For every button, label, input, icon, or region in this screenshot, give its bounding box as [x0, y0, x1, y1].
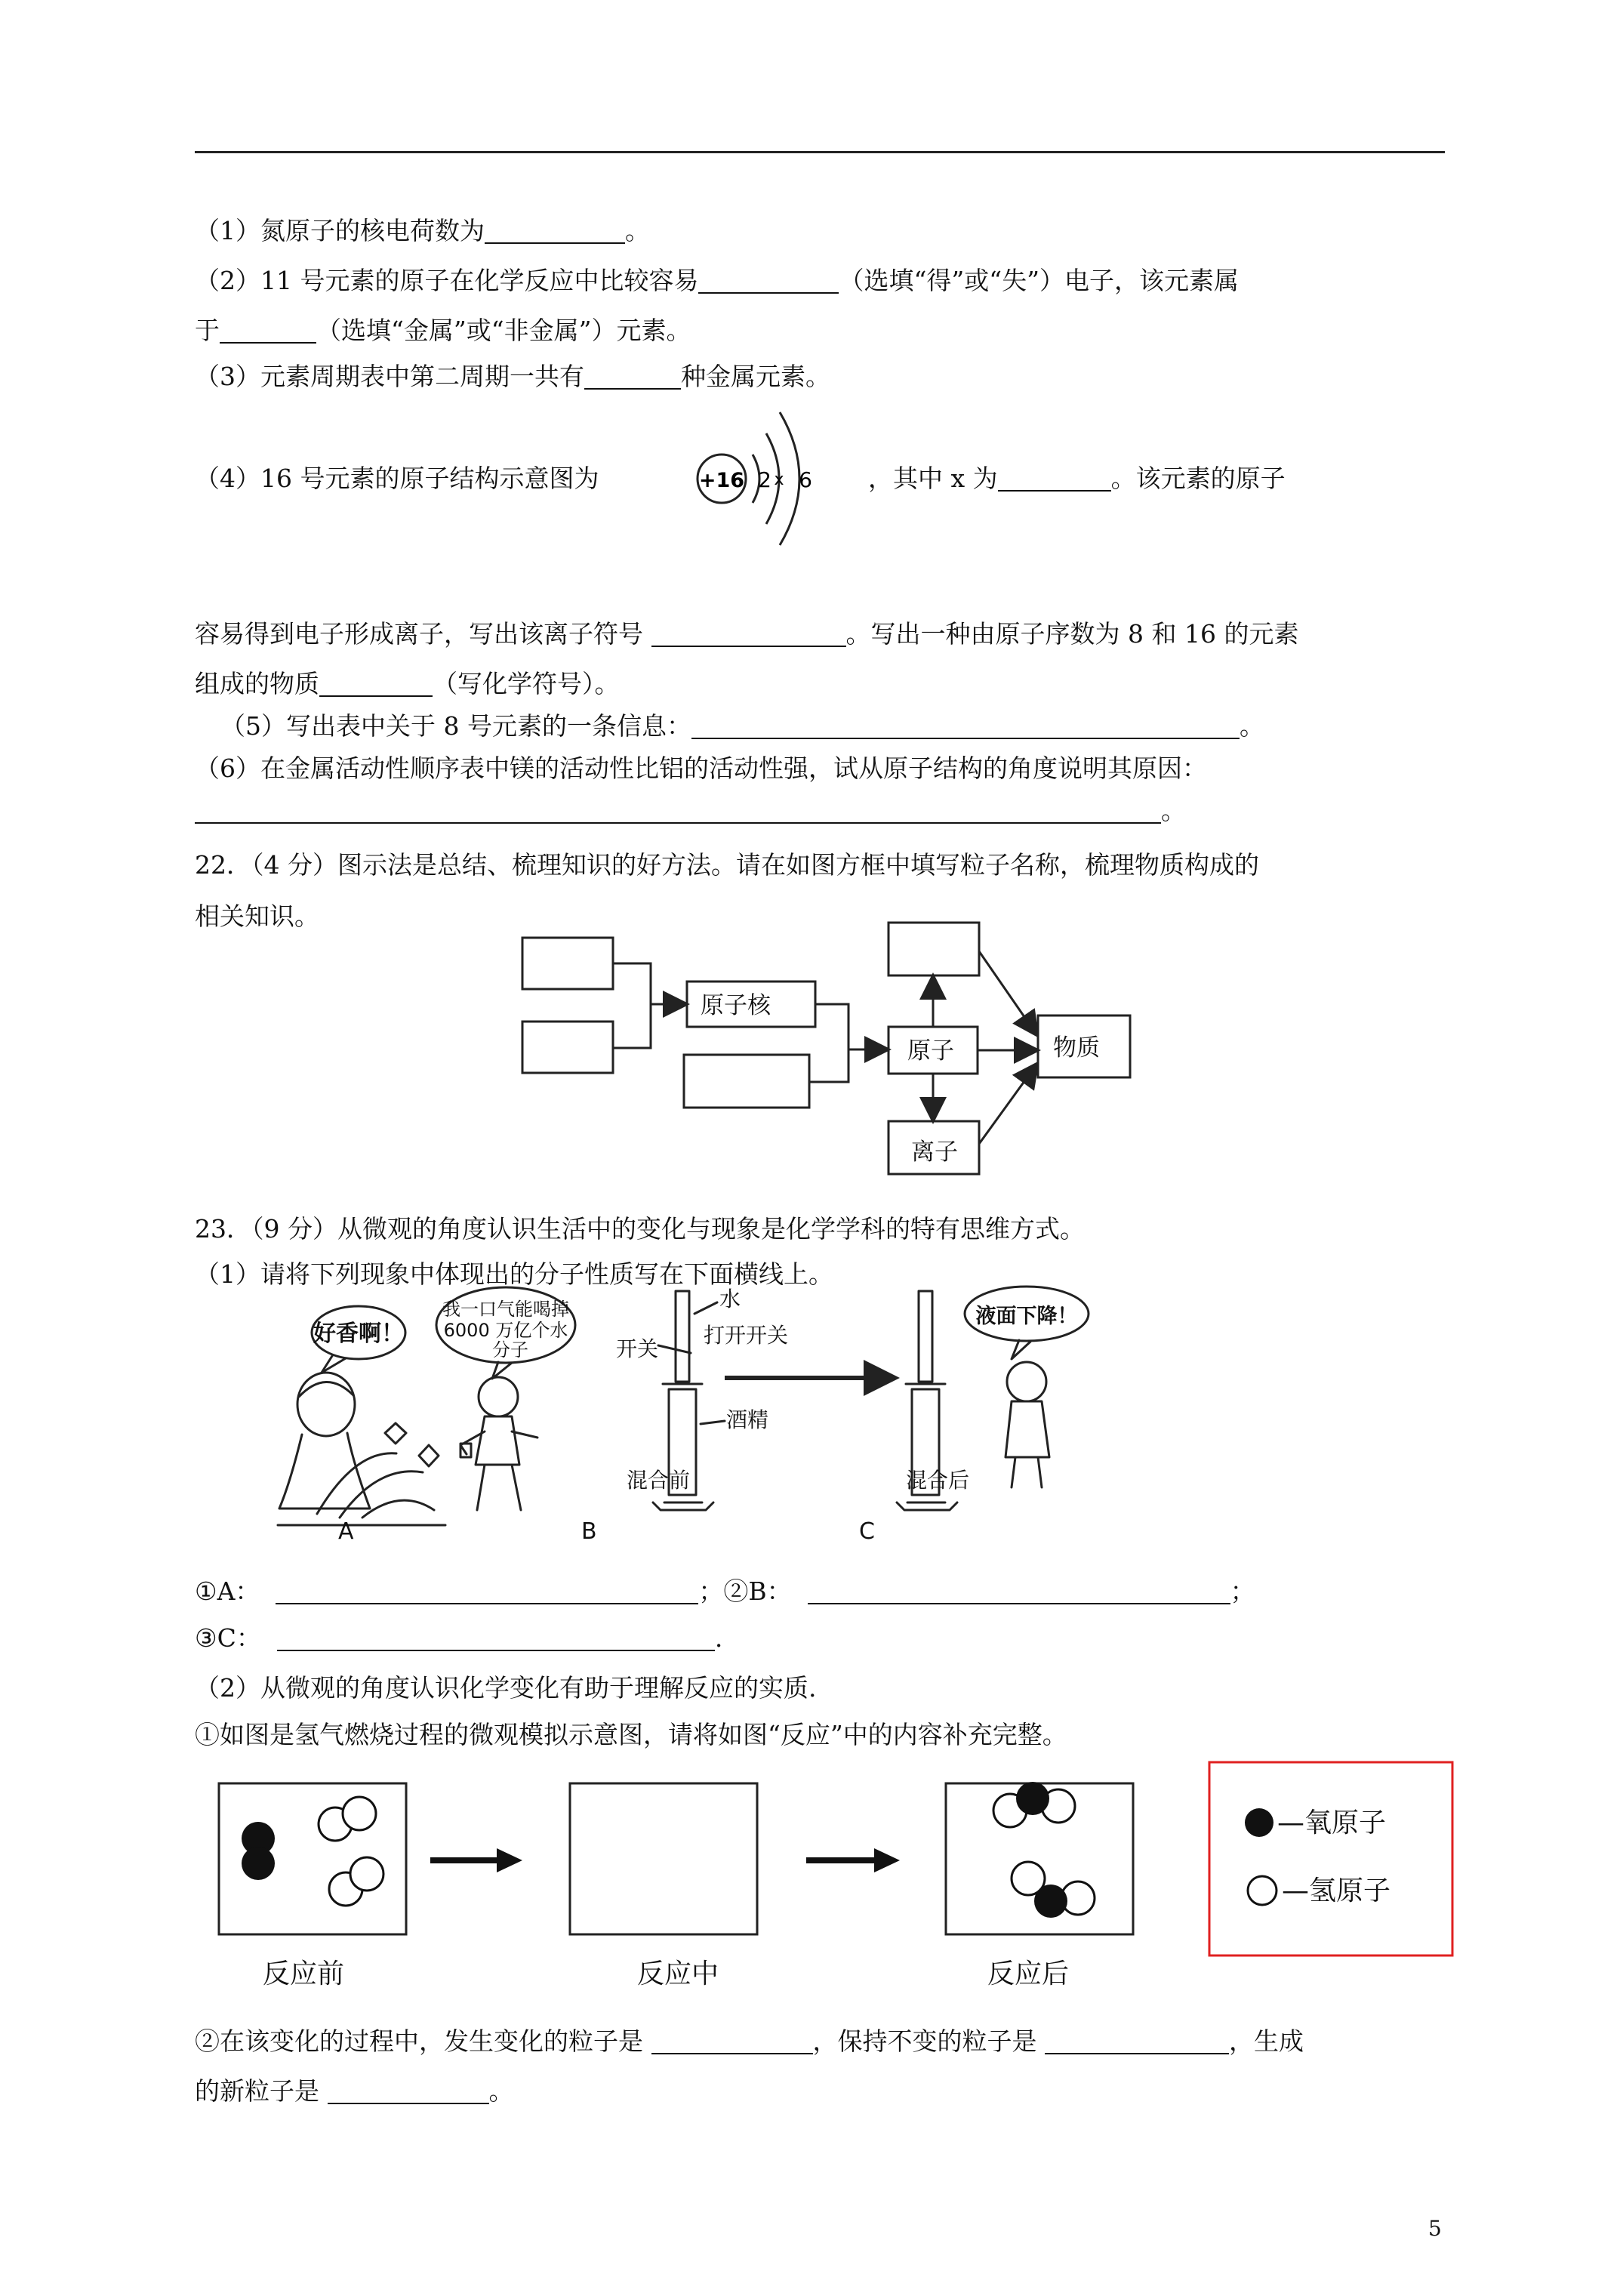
- answer-blank[interactable]: [276, 1580, 698, 1604]
- bubble-text: 好香啊！: [313, 1321, 404, 1347]
- q21-part2-line1: （2）11 号元素的原子在化学反应中比较容易 （选填“得”或“失”）电子，该元素属: [195, 266, 1239, 295]
- answer-blank[interactable]: [698, 270, 839, 294]
- during-reaction-box[interactable]: [570, 1783, 757, 1934]
- q21-part5: （5）写出表中关于 8 号元素的一条信息： 。: [220, 711, 1264, 741]
- bubble-text: 6000 万亿个水: [443, 1320, 568, 1341]
- q21-part4-line2: 容易得到电子形成离子，写出该离子符号 。写出一种由原子序数为 8 和 16 的元素: [195, 619, 1299, 649]
- q21-part4-x: ，其中 x 为 。该元素的原子: [868, 464, 1286, 493]
- q23-part1: （1）请将下列现象中体现出的分子性质写在下面横线上。: [195, 1259, 833, 1289]
- answer-blank[interactable]: [195, 800, 1161, 824]
- panel-label-c: C: [859, 1518, 875, 1545]
- bubble-text: 分子: [492, 1339, 528, 1361]
- q21-part1: （1）氮原子的核电荷数为 。: [195, 216, 650, 245]
- q21-part6: （6）在金属活动性顺序表中镁的活动性比铝的活动性强，试从原子结构的角度说明其原因：: [195, 754, 1207, 783]
- page-number: 5: [1428, 2216, 1442, 2241]
- after-mix-label: 混合后: [906, 1468, 970, 1493]
- empty-box-electron[interactable]: [684, 1055, 809, 1108]
- connector-line: [613, 963, 651, 1048]
- particle-concept-diagram: [513, 914, 1155, 1185]
- hydrogen-atom-icon: [1248, 1876, 1277, 1905]
- q22-text-line1: 22．（4 分）图示法是总结、梳理知识的好方法。请在如图方框中填写粒子名称，梳理物质构成的: [195, 850, 1259, 880]
- alcohol-label: 酒精: [726, 1407, 769, 1432]
- panel-label-a: A: [338, 1518, 354, 1545]
- atom-label: 原子: [907, 1037, 954, 1065]
- oxygen-atom-icon: [1245, 1808, 1273, 1837]
- stage-label-before: 反应前: [263, 1959, 345, 1989]
- empty-box-proton[interactable]: [522, 938, 613, 989]
- empty-box-molecule[interactable]: [888, 923, 979, 975]
- q21-part2-line2: 于 （选填“金属”或“非金属”）元素。: [195, 316, 691, 345]
- q21-part4-line3: 组成的物质 （写化学符号）。: [195, 669, 620, 698]
- answer-blank[interactable]: [998, 467, 1111, 492]
- answer-blank[interactable]: [328, 2080, 489, 2104]
- cartoon-illustration: [272, 1284, 1147, 1545]
- switch-label: 开关: [616, 1336, 659, 1361]
- answer-blank[interactable]: [651, 2030, 813, 2054]
- shell-electrons: x: [774, 470, 784, 489]
- answer-blank[interactable]: [584, 365, 681, 390]
- ion-label: 离子: [911, 1139, 958, 1166]
- nucleus-charge: +16: [698, 469, 745, 492]
- answer-blank[interactable]: [220, 319, 316, 344]
- bubble-text: 我一口气能喝掉: [442, 1299, 569, 1320]
- answer-blank[interactable]: [277, 1627, 715, 1651]
- q22-text-line2: 相关知识。: [195, 901, 319, 931]
- stage-label-after: 反应后: [987, 1959, 1070, 1989]
- shell-electrons: 6: [799, 467, 812, 492]
- header-rule: [195, 151, 1445, 153]
- before-molecules: [242, 1797, 383, 1906]
- atom-structure-diagram: [691, 402, 827, 560]
- answer-blank[interactable]: [485, 220, 625, 244]
- q21-part3: （3）元素周期表中第二周期一共有 种金属元素。: [195, 362, 830, 391]
- legend-box: [1209, 1762, 1452, 1955]
- before-mix-label: 混合前: [627, 1468, 691, 1493]
- empty-box-neutron[interactable]: [522, 1022, 613, 1073]
- arrow: [979, 951, 1036, 1034]
- water-label: 水: [719, 1287, 741, 1311]
- stage-label-during: 反应中: [637, 1959, 719, 1989]
- answer-blank[interactable]: [1045, 2030, 1229, 2054]
- q23-part2-1: ①如图是氢气燃烧过程的微观模拟示意图，请将如图“反应”中的内容补充完整。: [195, 1720, 1067, 1749]
- q23-part2: （2）从微观的角度认识化学变化有助于理解反应的实质.: [195, 1673, 817, 1703]
- hydrogen-legend-label: —氢原子: [1282, 1875, 1391, 1906]
- answer-blank[interactable]: [808, 1580, 1230, 1604]
- answer-blank[interactable]: [651, 623, 846, 647]
- shell-electrons: 2: [758, 467, 771, 492]
- matter-label: 物质: [1053, 1034, 1100, 1062]
- reaction-diagram: [219, 1759, 1457, 1989]
- q23-part2-2-line1: ②在该变化的过程中，发生变化的粒子是 ，保持不变的粒子是 ，生成: [195, 2026, 1304, 2056]
- panel-label-b: B: [581, 1518, 597, 1545]
- arrow: [979, 1065, 1036, 1144]
- q21-part6-answer: 。: [195, 794, 1186, 827]
- q21-part4-line1: （4）16 号元素的原子结构示意图为: [195, 464, 599, 493]
- reaction-arrows: [430, 1848, 900, 1872]
- q23-part2-2-line2: 的新粒子是 。: [195, 2076, 514, 2106]
- q23-answer-c: ③C： .: [195, 1623, 723, 1653]
- answer-blank[interactable]: [691, 715, 1240, 739]
- after-molecules: [993, 1782, 1095, 1918]
- open-switch-label: 打开开关: [704, 1323, 789, 1348]
- cylinder-top: [676, 1291, 689, 1382]
- cylinder-top: [919, 1291, 932, 1382]
- nucleus-label: 原子核: [701, 992, 771, 1019]
- q23-answer-a-b: ①A： ；②B： ；: [195, 1576, 1255, 1606]
- oxygen-legend-label: —氧原子: [1277, 1808, 1387, 1838]
- answer-blank[interactable]: [319, 673, 433, 697]
- q23-text-line1: 23．（9 分）从微观的角度认识生活中的变化与现象是化学学科的特有思维方式。: [195, 1214, 1085, 1244]
- bubble-text: 液面下降！: [975, 1305, 1078, 1328]
